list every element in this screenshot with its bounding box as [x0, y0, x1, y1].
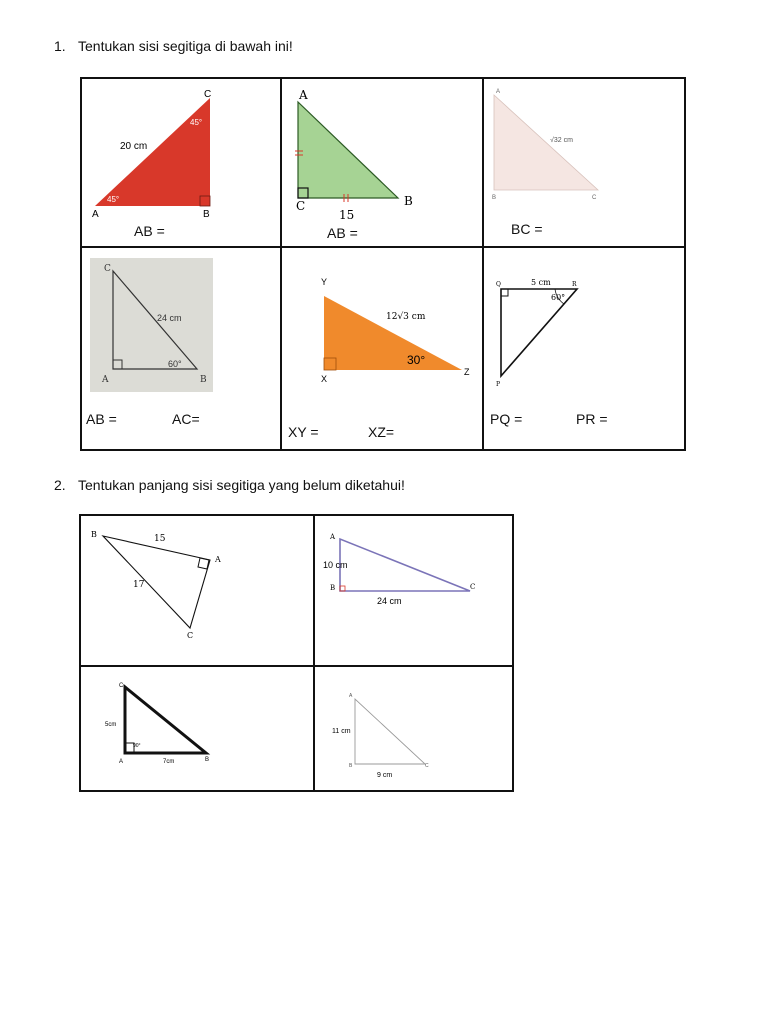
question-2	[54, 477, 405, 493]
vertex-a: A	[330, 533, 336, 541]
triangle-abc-gray-figure	[315, 667, 514, 792]
right-angle-mark	[198, 558, 209, 569]
orange-triangle-figure	[282, 248, 484, 451]
side-ca-label: 5cm	[105, 722, 117, 728]
answer-ac: AC=	[172, 411, 200, 427]
answer-pq: PQ =	[490, 411, 523, 427]
pink-triangle	[494, 95, 598, 190]
vertex-c: C	[592, 195, 597, 201]
side-qr-label: 5 cm	[531, 278, 551, 287]
triangle-table-1	[80, 77, 686, 451]
cell-red-triangle	[81, 78, 281, 247]
vertex-a: A	[496, 89, 501, 95]
triangle-table-2	[79, 514, 514, 792]
angle-z-label: 30°	[407, 353, 426, 367]
side-ab-label: 10 cm	[323, 560, 348, 570]
side-ba-label: 15	[154, 534, 166, 544]
angle-b-label: 60°	[168, 359, 182, 369]
vertex-c: C	[119, 683, 124, 689]
side-hyp-label: √32 cm	[550, 137, 573, 144]
vertex-a: A	[349, 693, 353, 699]
question-1	[54, 38, 293, 54]
cell-outline-triangle	[483, 247, 685, 450]
triangle-bac	[103, 536, 210, 628]
cell-triangle-bac	[80, 515, 314, 666]
angle-c-label: 45°	[190, 118, 203, 127]
angle-r-label: 60°	[551, 293, 566, 302]
vertex-r: R	[572, 281, 577, 288]
vertex-c: C	[296, 199, 306, 213]
green-triangle	[298, 102, 398, 198]
vertex-c: C	[425, 763, 429, 769]
side-bc-label: 24 cm	[377, 596, 402, 606]
question-text: Tentukan sisi segitiga di bawah ini!	[78, 38, 293, 54]
cell-triangle-abc-purple	[314, 515, 513, 666]
vertex-b: B	[404, 194, 413, 208]
vertex-b: B	[91, 530, 97, 539]
vertex-c: C	[204, 89, 212, 100]
cell-triangle-cab	[80, 666, 314, 791]
vertex-b: B	[205, 757, 210, 763]
vertex-b: B	[200, 375, 207, 385]
right-angle-mark	[501, 289, 508, 296]
vertex-c: C	[470, 583, 476, 591]
vertex-p: P	[496, 381, 501, 388]
vertex-a: A	[299, 88, 308, 102]
side-hyp-label: 12√3 cm	[386, 312, 426, 322]
vertex-x: X	[321, 374, 328, 384]
vertex-a: A	[92, 209, 99, 220]
vertex-a: A	[102, 375, 109, 385]
side-base-label: 15	[339, 208, 355, 222]
side-ab-label: 11 cm	[332, 728, 351, 735]
answer-bc: BC =	[511, 221, 543, 237]
side-ab-label: 7cm	[163, 759, 175, 765]
side-hyp-label: 20 cm	[120, 141, 148, 152]
orange-triangle	[324, 296, 462, 370]
photo-background	[90, 258, 213, 392]
triangle-abc-purple-figure	[315, 516, 514, 667]
side-bc-label: 17	[133, 580, 145, 590]
cell-orange-triangle	[281, 247, 483, 450]
triangle-abc-purple	[340, 539, 470, 591]
vertex-c: C	[104, 264, 111, 274]
vertex-b: B	[349, 763, 353, 769]
outline-triangle	[501, 289, 577, 376]
angle-a-label: 90°	[133, 743, 141, 749]
triangle-cab-figure	[81, 667, 315, 792]
green-triangle-figure	[282, 79, 484, 248]
cell-photo-triangle	[81, 247, 281, 450]
vertex-y: Y	[321, 277, 328, 287]
answer-xy: XY =	[288, 424, 319, 440]
side-bc-label: 9 cm	[377, 772, 393, 779]
angle-a-label: 45°	[107, 195, 120, 204]
vertex-b: B	[492, 195, 497, 201]
side-hyp-label: 24 cm	[157, 313, 182, 323]
vertex-a: A	[119, 759, 124, 765]
vertex-b: B	[203, 209, 210, 220]
triangle-bac-figure	[81, 516, 315, 667]
question-number: 1.	[54, 38, 66, 54]
cell-pink-triangle	[483, 78, 685, 247]
red-triangle	[95, 98, 210, 206]
vertex-a: A	[215, 555, 221, 564]
answer-ab: AB =	[327, 225, 358, 241]
triangle-abc-gray	[355, 699, 425, 764]
vertex-b: B	[330, 584, 336, 592]
question-number: 2.	[54, 477, 66, 493]
cell-green-triangle	[281, 78, 483, 247]
vertex-q: Q	[496, 281, 501, 288]
answer-ab: AB =	[134, 223, 165, 239]
vertex-z: Z	[464, 367, 470, 377]
answer-pr: PR =	[576, 411, 608, 427]
answer-xz: XZ=	[368, 424, 395, 440]
vertex-c: C	[187, 631, 194, 640]
answer-ab: AB =	[86, 411, 117, 427]
question-text: Tentukan panjang sisi segitiga yang belum diketahui!	[78, 477, 405, 493]
cell-triangle-abc-gray	[314, 666, 513, 791]
red-triangle-figure	[82, 79, 282, 248]
